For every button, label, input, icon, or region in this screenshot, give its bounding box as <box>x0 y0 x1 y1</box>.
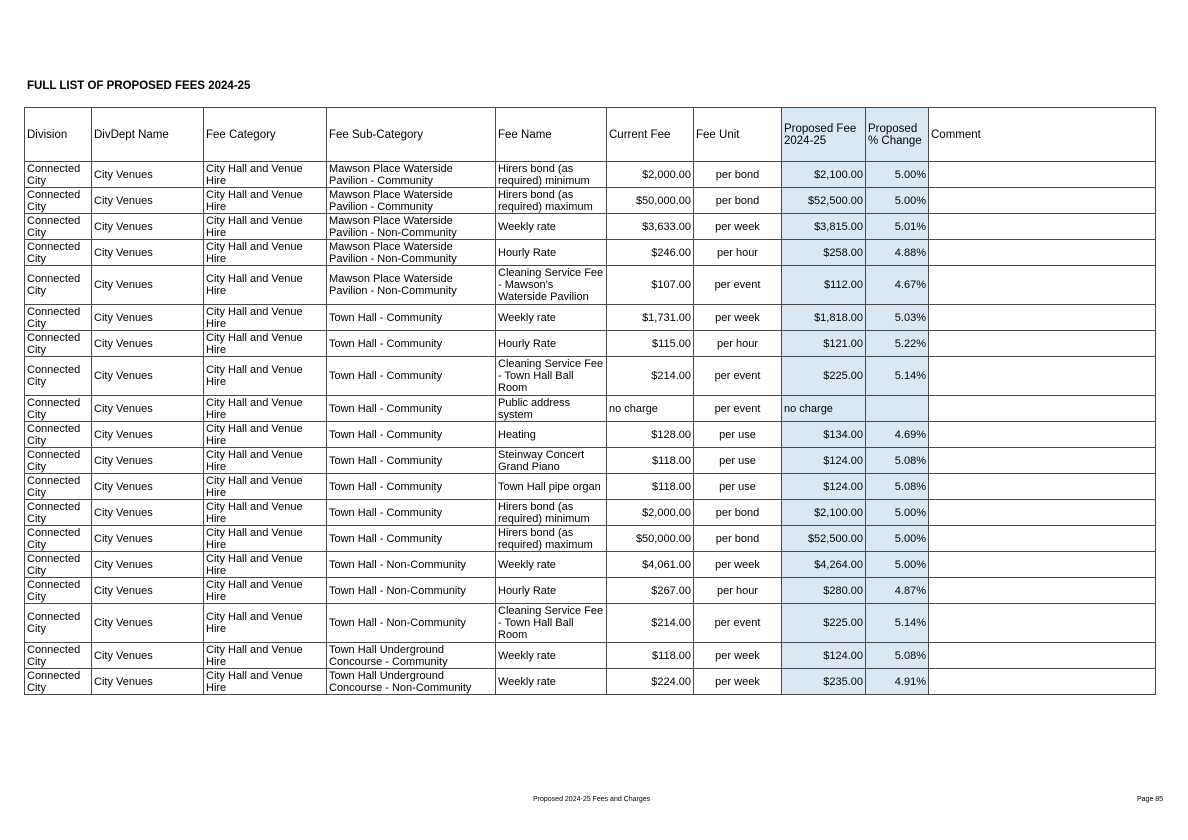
cell-fee-unit: per event <box>694 396 782 422</box>
column-header-comment: Comment <box>929 108 1156 162</box>
cell-current-fee: $3,633.00 <box>607 214 694 240</box>
cell-comment <box>929 357 1156 396</box>
table-header-row <box>25 108 1156 162</box>
cell-proposed-fee: $52,500.00 <box>782 526 866 552</box>
fees-table <box>24 107 1156 695</box>
cell-fee-sub-category: Town Hall - Community <box>327 305 496 331</box>
cell-divdept-name: City Venues <box>92 422 204 448</box>
cell-division: Connected City <box>25 604 92 643</box>
cell-current-fee: $224.00 <box>607 669 694 695</box>
cell-division: Connected City <box>25 331 92 357</box>
cell-comment <box>929 578 1156 604</box>
cell-fee-category: City Hall and Venue Hire <box>204 357 327 396</box>
cell-comment <box>929 526 1156 552</box>
cell-fee-unit: per event <box>694 357 782 396</box>
cell-fee-unit: per event <box>694 266 782 305</box>
cell-fee-name: Town Hall pipe organ <box>496 474 607 500</box>
cell-fee-category: City Hall and Venue Hire <box>204 266 327 305</box>
cell-fee-name: Hourly Rate <box>496 578 607 604</box>
cell-fee-sub-category: Town Hall - Community <box>327 448 496 474</box>
cell-division: Connected City <box>25 396 92 422</box>
cell-fee-unit: per bond <box>694 188 782 214</box>
table-row <box>25 643 1156 669</box>
cell-proposed-fee: $124.00 <box>782 448 866 474</box>
cell-current-fee: $246.00 <box>607 240 694 266</box>
cell-fee-category: City Hall and Venue Hire <box>204 578 327 604</box>
cell-fee-unit: per hour <box>694 331 782 357</box>
cell-fee-unit: per use <box>694 474 782 500</box>
table-row <box>25 240 1156 266</box>
cell-comment <box>929 214 1156 240</box>
page-title: FULL LIST OF PROPOSED FEES 2024-25 <box>27 80 251 92</box>
table-row <box>25 214 1156 240</box>
cell-fee-sub-category: Mawson Place Waterside Pavilion - Non-Community <box>327 266 496 305</box>
cell-proposed-change: 5.22% <box>866 331 929 357</box>
cell-proposed-change: 5.01% <box>866 214 929 240</box>
cell-proposed-fee: $4,264.00 <box>782 552 866 578</box>
cell-fee-sub-category: Town Hall - Community <box>327 357 496 396</box>
cell-fee-name: Hourly Rate <box>496 331 607 357</box>
cell-division: Connected City <box>25 669 92 695</box>
cell-fee-name: Weekly rate <box>496 305 607 331</box>
cell-current-fee: $4,061.00 <box>607 552 694 578</box>
cell-division: Connected City <box>25 305 92 331</box>
cell-proposed-fee: $2,100.00 <box>782 162 866 188</box>
cell-proposed-change: 5.00% <box>866 162 929 188</box>
cell-proposed-change: 5.14% <box>866 604 929 643</box>
cell-fee-sub-category: Town Hall - Non-Community <box>327 604 496 643</box>
cell-proposed-change: 5.08% <box>866 448 929 474</box>
cell-fee-unit: per week <box>694 643 782 669</box>
cell-fee-unit: per use <box>694 422 782 448</box>
cell-comment <box>929 188 1156 214</box>
cell-fee-category: City Hall and Venue Hire <box>204 604 327 643</box>
cell-fee-name: Steinway Concert Grand Piano <box>496 448 607 474</box>
cell-fee-name: Weekly rate <box>496 552 607 578</box>
cell-proposed-fee: $225.00 <box>782 357 866 396</box>
cell-comment <box>929 604 1156 643</box>
cell-current-fee: $107.00 <box>607 266 694 305</box>
cell-fee-name: Hirers bond (as required) minimum <box>496 500 607 526</box>
cell-divdept-name: City Venues <box>92 552 204 578</box>
column-header-fee-unit: Fee Unit <box>694 108 782 162</box>
cell-proposed-change: 5.00% <box>866 188 929 214</box>
cell-divdept-name: City Venues <box>92 188 204 214</box>
table-row <box>25 578 1156 604</box>
table-row <box>25 604 1156 643</box>
cell-fee-category: City Hall and Venue Hire <box>204 552 327 578</box>
footer-document-title: Proposed 2024-25 Fees and Charges <box>533 796 651 803</box>
cell-comment <box>929 305 1156 331</box>
cell-comment <box>929 474 1156 500</box>
cell-fee-category: City Hall and Venue Hire <box>204 448 327 474</box>
table-row <box>25 422 1156 448</box>
table-row <box>25 552 1156 578</box>
cell-current-fee: $267.00 <box>607 578 694 604</box>
table-row <box>25 188 1156 214</box>
cell-division: Connected City <box>25 188 92 214</box>
cell-proposed-change: 5.00% <box>866 552 929 578</box>
cell-comment <box>929 396 1156 422</box>
column-header-divdept-name: DivDept Name <box>92 108 204 162</box>
column-header-fee-sub-category: Fee Sub-Category <box>327 108 496 162</box>
cell-fee-unit: per week <box>694 305 782 331</box>
cell-comment <box>929 552 1156 578</box>
column-header-division: Division <box>25 108 92 162</box>
cell-division: Connected City <box>25 552 92 578</box>
cell-fee-sub-category: Town Hall Underground Concourse - Non-Community <box>327 669 496 695</box>
cell-divdept-name: City Venues <box>92 214 204 240</box>
cell-comment <box>929 643 1156 669</box>
cell-comment <box>929 162 1156 188</box>
cell-fee-category: City Hall and Venue Hire <box>204 526 327 552</box>
cell-proposed-change: 5.00% <box>866 526 929 552</box>
cell-fee-name: Cleaning Service Fee - Town Hall Ball Room <box>496 357 607 396</box>
cell-fee-sub-category: Town Hall - Community <box>327 474 496 500</box>
cell-fee-sub-category: Town Hall - Non-Community <box>327 552 496 578</box>
cell-fee-unit: per bond <box>694 500 782 526</box>
cell-fee-unit: per hour <box>694 578 782 604</box>
cell-current-fee: no charge <box>607 396 694 422</box>
cell-fee-sub-category: Town Hall - Community <box>327 396 496 422</box>
cell-fee-unit: per use <box>694 448 782 474</box>
cell-fee-unit: per bond <box>694 526 782 552</box>
cell-fee-sub-category: Mawson Place Waterside Pavilion - Community <box>327 162 496 188</box>
cell-divdept-name: City Venues <box>92 162 204 188</box>
cell-proposed-change: 4.87% <box>866 578 929 604</box>
cell-current-fee: $50,000.00 <box>607 188 694 214</box>
cell-proposed-change: 4.91% <box>866 669 929 695</box>
cell-current-fee: $2,000.00 <box>607 162 694 188</box>
cell-divdept-name: City Venues <box>92 266 204 305</box>
cell-fee-sub-category: Town Hall - Non-Community <box>327 578 496 604</box>
cell-comment <box>929 240 1156 266</box>
cell-proposed-fee: $112.00 <box>782 266 866 305</box>
cell-comment <box>929 448 1156 474</box>
cell-comment <box>929 422 1156 448</box>
footer-page-number: Page 85 <box>1137 796 1164 803</box>
cell-proposed-fee: no charge <box>782 396 866 422</box>
cell-fee-sub-category: Mawson Place Waterside Pavilion - Non-Community <box>327 240 496 266</box>
cell-current-fee: $50,000.00 <box>607 526 694 552</box>
cell-fee-sub-category: Town Hall Underground Concourse - Community <box>327 643 496 669</box>
cell-proposed-change: 5.08% <box>866 474 929 500</box>
cell-comment <box>929 266 1156 305</box>
cell-divdept-name: City Venues <box>92 331 204 357</box>
cell-fee-name: Cleaning Service Fee - Mawson's Waterside Pavilion <box>496 266 607 305</box>
cell-fee-name: Weekly rate <box>496 669 607 695</box>
cell-proposed-fee: $1,818.00 <box>782 305 866 331</box>
cell-divdept-name: City Venues <box>92 578 204 604</box>
cell-division: Connected City <box>25 474 92 500</box>
column-header-current-fee: Current Fee <box>607 108 694 162</box>
table-row <box>25 305 1156 331</box>
cell-comment <box>929 331 1156 357</box>
cell-divdept-name: City Venues <box>92 448 204 474</box>
column-header-proposed-change: Proposed % Change <box>866 108 929 162</box>
cell-divdept-name: City Venues <box>92 474 204 500</box>
cell-proposed-change: 5.14% <box>866 357 929 396</box>
cell-fee-sub-category: Town Hall - Community <box>327 500 496 526</box>
cell-proposed-change: 5.00% <box>866 500 929 526</box>
cell-division: Connected City <box>25 357 92 396</box>
cell-fee-sub-category: Town Hall - Community <box>327 526 496 552</box>
column-header-proposed-fee: Proposed Fee 2024-25 <box>782 108 866 162</box>
cell-proposed-fee: $124.00 <box>782 474 866 500</box>
cell-current-fee: $118.00 <box>607 474 694 500</box>
cell-divdept-name: City Venues <box>92 526 204 552</box>
cell-fee-category: City Hall and Venue Hire <box>204 643 327 669</box>
table-row <box>25 474 1156 500</box>
cell-proposed-fee: $134.00 <box>782 422 866 448</box>
table-row <box>25 162 1156 188</box>
cell-fee-category: City Hall and Venue Hire <box>204 162 327 188</box>
table-row <box>25 266 1156 305</box>
cell-current-fee: $115.00 <box>607 331 694 357</box>
table-row <box>25 448 1156 474</box>
cell-fee-name: Weekly rate <box>496 214 607 240</box>
cell-fee-category: City Hall and Venue Hire <box>204 188 327 214</box>
cell-division: Connected City <box>25 240 92 266</box>
cell-fee-name: Public address system <box>496 396 607 422</box>
column-header-fee-name: Fee Name <box>496 108 607 162</box>
cell-fee-unit: per event <box>694 604 782 643</box>
cell-current-fee: $1,731.00 <box>607 305 694 331</box>
cell-fee-category: City Hall and Venue Hire <box>204 331 327 357</box>
cell-fee-category: City Hall and Venue Hire <box>204 396 327 422</box>
table-row <box>25 500 1156 526</box>
cell-proposed-change: 4.88% <box>866 240 929 266</box>
table-row <box>25 357 1156 396</box>
cell-fee-unit: per week <box>694 669 782 695</box>
cell-proposed-fee: $235.00 <box>782 669 866 695</box>
cell-division: Connected City <box>25 500 92 526</box>
cell-fee-name: Hirers bond (as required) minimum <box>496 162 607 188</box>
cell-division: Connected City <box>25 578 92 604</box>
cell-proposed-fee: $225.00 <box>782 604 866 643</box>
fees-table-body <box>25 162 1156 695</box>
cell-proposed-change: 4.67% <box>866 266 929 305</box>
cell-division: Connected City <box>25 526 92 552</box>
table-row <box>25 396 1156 422</box>
cell-fee-sub-category: Mawson Place Waterside Pavilion - Non-Community <box>327 214 496 240</box>
cell-divdept-name: City Venues <box>92 396 204 422</box>
cell-comment <box>929 500 1156 526</box>
cell-proposed-change: 4.69% <box>866 422 929 448</box>
cell-current-fee: $214.00 <box>607 604 694 643</box>
table-row <box>25 669 1156 695</box>
cell-divdept-name: City Venues <box>92 643 204 669</box>
cell-divdept-name: City Venues <box>92 357 204 396</box>
cell-proposed-fee: $2,100.00 <box>782 500 866 526</box>
cell-fee-name: Hirers bond (as required) maximum <box>496 526 607 552</box>
cell-proposed-fee: $121.00 <box>782 331 866 357</box>
cell-current-fee: $118.00 <box>607 448 694 474</box>
cell-proposed-change: 5.08% <box>866 643 929 669</box>
cell-current-fee: $118.00 <box>607 643 694 669</box>
cell-fee-name: Hirers bond (as required) maximum <box>496 188 607 214</box>
cell-division: Connected City <box>25 266 92 305</box>
cell-fee-category: City Hall and Venue Hire <box>204 500 327 526</box>
column-header-fee-category: Fee Category <box>204 108 327 162</box>
cell-fee-sub-category: Town Hall - Community <box>327 331 496 357</box>
cell-division: Connected City <box>25 643 92 669</box>
cell-fee-name: Heating <box>496 422 607 448</box>
cell-divdept-name: City Venues <box>92 604 204 643</box>
table-row <box>25 331 1156 357</box>
cell-fee-unit: per bond <box>694 162 782 188</box>
cell-fee-category: City Hall and Venue Hire <box>204 669 327 695</box>
cell-divdept-name: City Venues <box>92 240 204 266</box>
cell-fee-name: Cleaning Service Fee - Town Hall Ball Room <box>496 604 607 643</box>
cell-fee-category: City Hall and Venue Hire <box>204 214 327 240</box>
cell-proposed-fee: $52,500.00 <box>782 188 866 214</box>
cell-fee-category: City Hall and Venue Hire <box>204 240 327 266</box>
cell-fee-name: Weekly rate <box>496 643 607 669</box>
cell-fee-unit: per week <box>694 552 782 578</box>
cell-division: Connected City <box>25 162 92 188</box>
table-row <box>25 526 1156 552</box>
cell-fee-unit: per week <box>694 214 782 240</box>
cell-fee-category: City Hall and Venue Hire <box>204 422 327 448</box>
cell-current-fee: $2,000.00 <box>607 500 694 526</box>
cell-proposed-change: 5.03% <box>866 305 929 331</box>
cell-divdept-name: City Venues <box>92 669 204 695</box>
cell-proposed-change <box>866 396 929 422</box>
cell-fee-unit: per hour <box>694 240 782 266</box>
cell-divdept-name: City Venues <box>92 305 204 331</box>
cell-fee-category: City Hall and Venue Hire <box>204 305 327 331</box>
cell-division: Connected City <box>25 422 92 448</box>
cell-current-fee: $128.00 <box>607 422 694 448</box>
cell-proposed-fee: $124.00 <box>782 643 866 669</box>
cell-fee-sub-category: Mawson Place Waterside Pavilion - Community <box>327 188 496 214</box>
cell-comment <box>929 669 1156 695</box>
cell-fee-sub-category: Town Hall - Community <box>327 422 496 448</box>
cell-current-fee: $214.00 <box>607 357 694 396</box>
cell-division: Connected City <box>25 214 92 240</box>
cell-proposed-fee: $3,815.00 <box>782 214 866 240</box>
cell-divdept-name: City Venues <box>92 500 204 526</box>
cell-proposed-fee: $280.00 <box>782 578 866 604</box>
cell-division: Connected City <box>25 448 92 474</box>
cell-proposed-fee: $258.00 <box>782 240 866 266</box>
cell-fee-name: Hourly Rate <box>496 240 607 266</box>
cell-fee-category: City Hall and Venue Hire <box>204 474 327 500</box>
